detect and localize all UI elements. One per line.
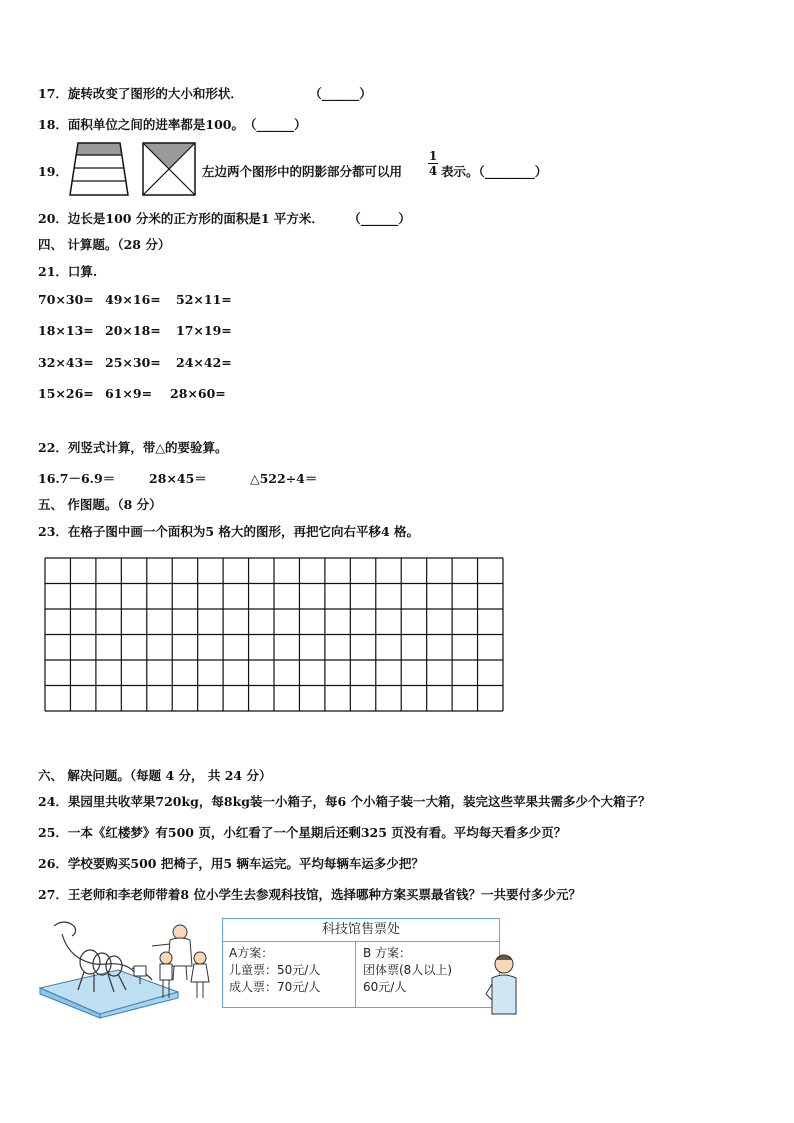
mental-calc-item[interactable]: 52×11= [176, 292, 232, 307]
vertical-calc-item[interactable]: 28×45＝ [149, 471, 207, 486]
ticket-office-board [222, 918, 500, 1008]
plan-b [363, 945, 452, 996]
mental-calc-item[interactable]: 32×43= [38, 355, 94, 370]
square-shaded-triangle [143, 143, 195, 169]
question-text: 边长是100 分米的正方形的面积是1 平方米． [67, 211, 324, 226]
question-24: 24．果园里共收苹果720kg，每8kg装一小箱子，每6 个小箱子装一大箱，装完这些苹果共需多少个大箱子？ [38, 794, 651, 809]
question-text: 面积单位之间的进率都是100。 [67, 117, 244, 132]
mental-calc-item[interactable]: 15×26= [38, 386, 94, 401]
question-19-number: 19． [38, 164, 68, 179]
vertical-calc-item[interactable]: △522÷4＝ [250, 471, 318, 486]
question-20 [38, 209, 411, 227]
trapezoid-shape [68, 141, 130, 197]
plan-b-price: 60元/人 [363, 980, 407, 994]
question-17 [38, 84, 372, 102]
question-19-text-after[interactable]: 表示。（________） [441, 164, 548, 179]
plan-a-child-price: 儿童票：50元/人 [229, 963, 321, 977]
museum-scene-illustration [38, 910, 223, 1020]
plan-a [229, 945, 320, 996]
section-6-heading: 六、 解决问题。（每题 4 分， 共 24 分） [38, 768, 272, 783]
plan-b-label: B 方案： [363, 946, 412, 960]
vertical-calc-item[interactable]: 16.7－6.9＝ [38, 471, 116, 486]
ticket-office-title: 科技馆售票处 [223, 919, 499, 942]
question-22-title: 22．列竖式计算，带△的要验算。 [38, 440, 228, 455]
mental-calc-item[interactable]: 28×60= [170, 386, 226, 401]
answer-blank[interactable]: （______） [309, 86, 372, 101]
answer-blank[interactable]: （______） [244, 117, 307, 132]
question-text: 旋转改变了图形的大小和形状． [67, 86, 243, 101]
answer-blank[interactable]: （______） [348, 211, 411, 226]
fraction-denominator: 4 [428, 164, 438, 178]
mental-calc-item[interactable]: 25×30= [105, 355, 161, 370]
mental-calc-item[interactable]: 17×19= [176, 323, 232, 338]
section-5-heading: 五、 作图题。（8 分） [38, 497, 162, 512]
question-18 [38, 115, 307, 133]
question-25: 25．一本《红楼梦》有500 页，小红看了一个星期后还剩325 页没有看。平均每天看多少页？ [38, 825, 567, 840]
question-number: 17． [38, 86, 68, 101]
mental-calc-item[interactable]: 24×42= [176, 355, 232, 370]
mental-calc-item[interactable]: 49×16= [105, 292, 161, 307]
question-26: 26．学校要购买500 把椅子，用5 辆车运完。平均每辆车运多少把？ [38, 856, 424, 871]
trapezoid-shaded-band [76, 143, 122, 155]
plan-b-group-condition: 团体票(8人以上) [363, 963, 452, 977]
plan-a-adult-price: 成人票：70元/人 [229, 980, 321, 994]
ticket-seller-illustration [484, 950, 518, 1016]
question-23-text: 23．在格子图中画一个面积为5 格大的图形，再把它向右平移4 格。 [38, 524, 419, 539]
question-19-text-before: 左边两个图形中的阴影部分都可以用 [202, 164, 403, 179]
drawing-grid[interactable] [44, 557, 504, 712]
question-27: 27．王老师和李老师带着8 位小学生去参观科技馆，选择哪种方案买票最省钱？一共要付多少元？ [38, 887, 581, 902]
mental-calc-item[interactable]: 70×30= [38, 292, 94, 307]
plan-a-label: A方案： [229, 946, 274, 960]
fraction-numerator: 1 [428, 149, 438, 163]
mental-calc-item[interactable]: 20×18= [105, 323, 161, 338]
mental-calc-item[interactable]: 18×13= [38, 323, 94, 338]
fraction-one-quarter [428, 150, 438, 177]
question-number: 20． [38, 211, 68, 226]
section-4-heading: 四、 计算题。（28 分） [38, 237, 171, 252]
question-21-title: 21．口算. [38, 264, 98, 279]
mental-calc-item[interactable]: 61×9= [105, 386, 153, 401]
square-shape [141, 141, 197, 197]
plan-divider [355, 941, 356, 1008]
question-number: 18． [38, 117, 68, 132]
grid-lines[interactable] [44, 557, 504, 712]
